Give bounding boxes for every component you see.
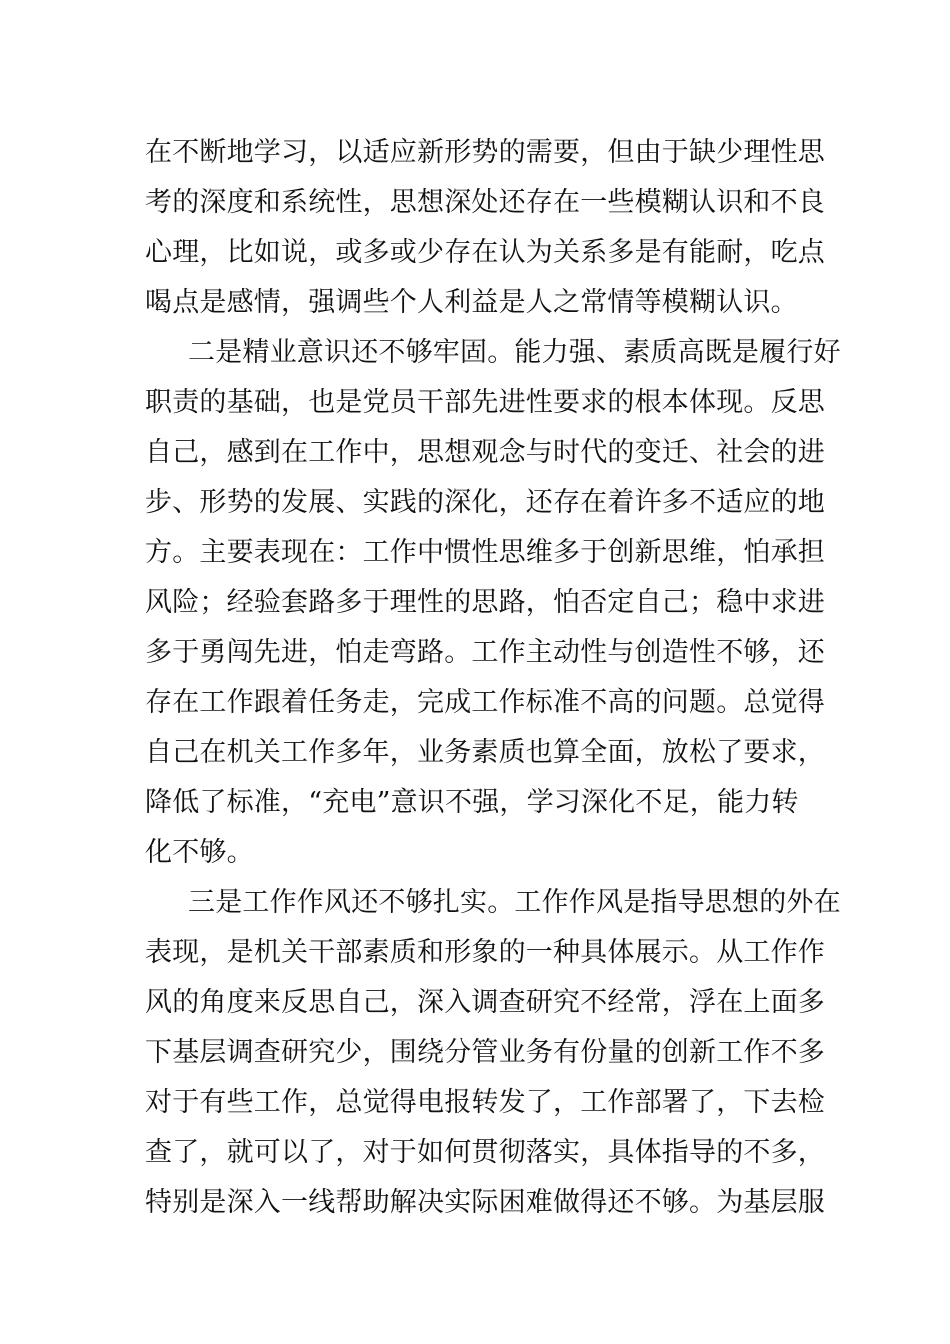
text-line: 查了，就可以了，对于如何贯彻落实，具体指导的不多，: [145, 1137, 825, 1168]
text-line: 化不够。: [145, 837, 254, 868]
text-line: 自己在机关工作多年，业务素质也算全面，放松了要求，: [145, 737, 825, 768]
text-line: 自己，感到在工作中，思想观念与时代的变迁、社会的进: [145, 437, 825, 468]
paragraph-start-line: 二是精业意识还不够牢固。能力强、素质高既是履行好: [188, 337, 841, 368]
text-line: 多于勇闯先进，怕走弯路。工作主动性与创造性不够，还: [145, 637, 825, 668]
text-line: 风的角度来反思自己，深入调查研究不经常，浮在上面多: [145, 987, 825, 1018]
text-line: 对于有些工作，总觉得电报转发了，工作部署了，下去检: [145, 1087, 825, 1118]
text-line: 考的深度和系统性，思想深处还存在一些模糊认识和不良: [145, 187, 825, 218]
text-line: 降低了标准，“充电”意识不强，学习深化不足，能力转: [145, 787, 799, 818]
text-line: 存在工作跟着任务走，完成工作标准不高的问题。总觉得: [145, 687, 825, 718]
text-line: 风险；经验套路多于理性的思路，怕否定自己；稳中求进: [145, 587, 825, 618]
text-line: 在不断地学习，以适应新形势的需要，但由于缺少理性思: [145, 137, 825, 168]
text-line: 特别是深入一线帮助解决实际困难做得还不够。为基层服: [145, 1187, 825, 1218]
text-line: 下基层调查研究少，围绕分管业务有份量的创新工作不多: [145, 1037, 825, 1068]
text-line: 心理，比如说，或多或少存在认为关系多是有能耐，吃点: [145, 237, 825, 268]
text-line: 方。主要表现在：工作中惯性思维多于创新思维，怕承担: [145, 537, 825, 568]
text-line: 表现，是机关干部素质和形象的一种具体展示。从工作作: [145, 937, 825, 968]
text-line: 步、形势的发展、实践的深化，还存在着许多不适应的地: [145, 487, 825, 518]
paragraph-start-line: 三是工作作风还不够扎实。工作作风是指导思想的外在: [188, 887, 841, 918]
text-line: 喝点是感情，强调些个人利益是人之常情等模糊认识。: [145, 287, 798, 318]
text-line: 职责的基础，也是党员干部先进性要求的根本体现。反思: [145, 387, 825, 418]
